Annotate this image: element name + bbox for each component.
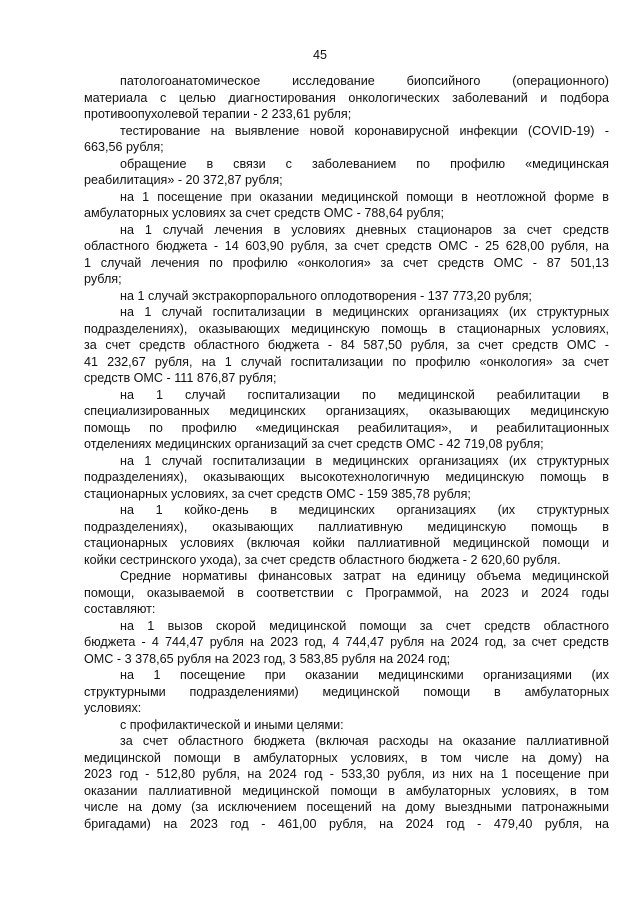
text-line: бригадами) на 2023 год - 461,00 рубля, на 2024 год - 479,40 рубля, на — [84, 816, 609, 831]
text-line: подразделениях), оказывающих паллиативную медицинскую помощь в — [84, 519, 609, 534]
text-line: стационарных условиях, за счет средств ОМС - 159 385,78 рубля; — [84, 486, 471, 501]
text-line: на 1 случай лечения в условиях дневных стационаров за счет средств — [120, 222, 609, 237]
text-line: обращение в связи с заболеванием по профилю «медицинская — [120, 156, 609, 171]
text-line: подразделениях), оказывающих медицинскую помощь в стационарных условиях, — [84, 321, 609, 336]
text-line: тестирование на выявление новой коронавирусной инфекции (COVID-19) - — [120, 123, 609, 138]
text-line: материала с целью диагностирования онкологических заболеваний и подбора — [84, 90, 609, 105]
text-line: 2023 год - 512,80 рубля, на 2024 год - 533,30 рубля, из них на 1 посещение при — [84, 767, 609, 781]
text-line: на 1 посещение при оказании медицинскими организациями (их — [120, 668, 609, 682]
text-line: подразделениях), оказывающих высокотехнологичную медицинскую помощь в — [84, 470, 609, 484]
text-line: патологоанатомическое исследование биопсийного (операционного) — [120, 74, 609, 88]
text-line: на 1 случай госпитализации в медицинских организациях (их структурных — [120, 305, 609, 319]
text-line: реабилитация» - 20 372,87 рубля; — [84, 173, 283, 187]
text-line: бюджета - 4 744,47 рубля на 2023 год, 4 744,47 рубля на 2024 год, за счет средств — [84, 635, 609, 649]
text-line: за счет средств областного бюджета - 84 587,50 рубля, за счет средств ОМС - — [84, 338, 609, 352]
text-line: числе на дому (за исключением посещений на дому выездными патронажными — [84, 800, 609, 814]
text-line: на 1 случай госпитализации по медицинской реабилитации в — [120, 387, 609, 402]
text-line: за счет областного бюджета (включая расходы на оказание паллиативной — [120, 734, 609, 748]
text-line: условиях: — [84, 701, 142, 715]
text-line: 663,56 рубля; — [84, 140, 164, 154]
body-text — [84, 73, 609, 832]
text-line: составляют: — [84, 602, 156, 616]
text-line: противоопухолевой терапии - 2 233,61 рубля; — [84, 107, 352, 121]
text-line: с профилактической и иными целями: — [120, 717, 344, 732]
text-line: структурными подразделениями) медицинской помощи в амбулаторных — [84, 684, 609, 699]
text-line: отделениях медицинских организаций за счет средств ОМС - 42 719,08 рубля; — [84, 437, 544, 451]
text-line: рубля; — [84, 272, 122, 286]
text-line: на 1 вызов скорой медицинской помощи за счет средств областного — [120, 618, 609, 633]
text-line: помощи, оказываемой в соответствии с Программой, на 2023 и 2024 годы — [84, 585, 609, 600]
text-line: специализированных медицинских организациях, оказывающих медицинскую — [84, 404, 609, 418]
text-line: средств ОМС - 111 876,87 рубля; — [84, 371, 277, 385]
text-line: областного бюджета - 14 603,90 рубля, за счет средств ОМС - 25 628,00 рубля, на — [84, 239, 609, 253]
text-line: амбулаторных условиях за счет средств ОМС - 788,64 рубля; — [84, 206, 444, 220]
text-line: на 1 случай экстракорпорального оплодотворения - 137 773,20 рубля; — [120, 288, 532, 303]
text-line: медицинской помощи в амбулаторных условиях, в том числе на дому) на — [84, 750, 609, 765]
text-line: на 1 койко-день в медицинских организациях (их структурных — [120, 503, 609, 517]
text-line: на 1 случай госпитализации в медицинских организациях (их структурных — [120, 453, 609, 468]
text-line: на 1 посещение при оказании медицинской помощи в неотложной форме в — [120, 189, 609, 204]
text-line: койки сестринского ухода), за счет средств областного бюджета - 2 620,60 рубля. — [84, 552, 561, 567]
text-line: ОМС - 3 378,65 рубля на 2023 год, 3 583,85 рубля на 2024 год; — [84, 651, 451, 666]
text-line: Средние нормативы финансовых затрат на единицу объема медицинской — [120, 569, 609, 583]
text-line: 1 случай лечения по профилю «онкология» за счет средств ОМС - 87 501,13 — [84, 255, 609, 270]
text-line: 41 232,67 рубля, на 1 случай госпитализации по профилю «онкология» за счет — [84, 354, 609, 369]
text-line: стационарных условиях (включая койки паллиативной медицинской помощи и — [84, 536, 609, 550]
page-number: 45 — [312, 48, 327, 62]
text-line: помощь по профилю «медицинская реабилитация», и реабилитационных — [84, 420, 609, 435]
text-line: оказании паллиативной медицинской помощи в амбулаторных условиях, в том — [84, 783, 609, 798]
